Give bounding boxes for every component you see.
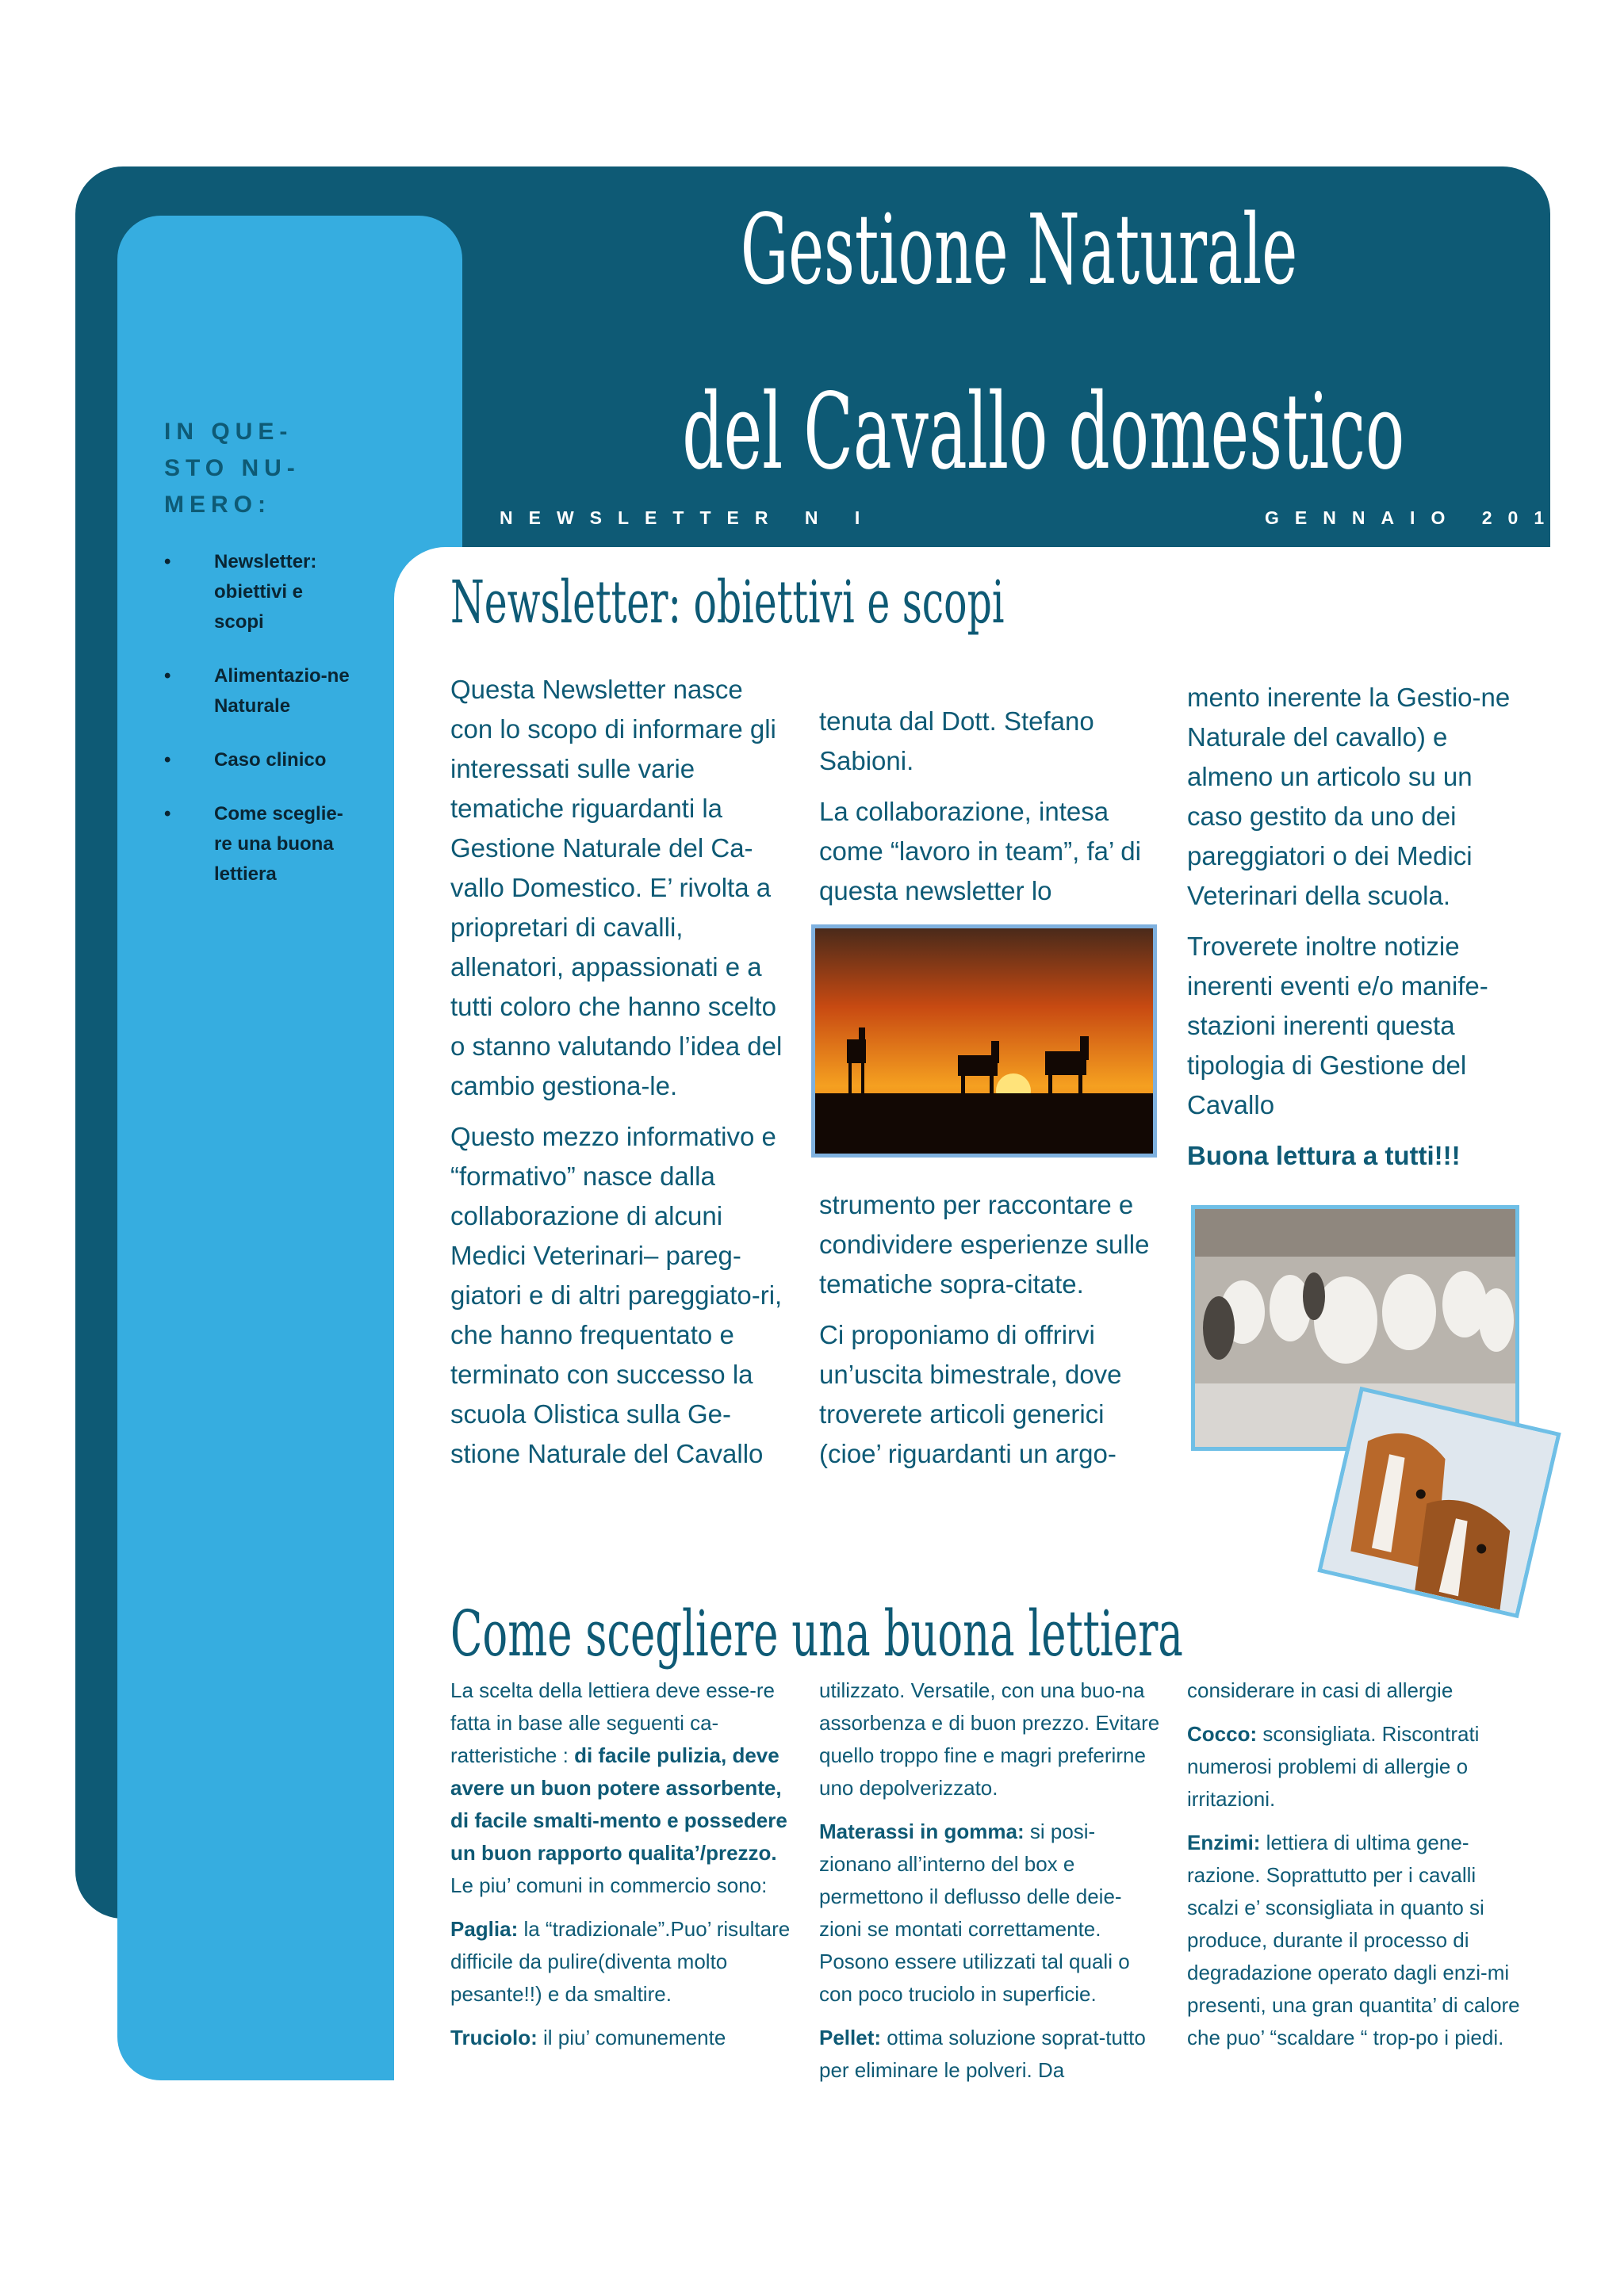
paragraph: Troverete inoltre notizie inerenti eventi e/o manife-stazioni inerenti questa tipologia di Gestione del Cavallo — [1187, 932, 1488, 1119]
paragraph: Materassi in gomma: si posi-zionano all’interno del box e permettono il deflusso delle deie-zioni se montati correttamente. Posono essere utilizzati tal quali o con poco truciolo in superficie. — [819, 1820, 1130, 2006]
section-title-lettiera: Come scegliere una buona lettiera — [450, 1597, 1183, 1670]
paragraph: Pellet: ottima soluzione soprat-tutto per eliminare le polveri. Da — [819, 2026, 1146, 2082]
toc-item[interactable]: • Come sceglie-re una buona lettiera — [164, 803, 343, 885]
horses-sunset-photo — [811, 924, 1157, 1158]
article-column-3 — [1187, 678, 1528, 1187]
paragraph: Truciolo: il piu’ comunemente — [450, 2026, 726, 2049]
paragraph: La scelta della lettiera deve esse-re fatta in base alle seguenti ca-ratteristiche : di facile pulizia, deve avere un buon potere assorbente, di facile smalti-mento e possedere un buon rapporto qualita’/prezzo. Le piu’ comuni in commercio sono: — [450, 1678, 787, 1897]
paragraph: Ci proponiamo di offrirvi un’uscita bimestrale, dove troverete articoli generici (cioe’ riguardanti un argo- — [819, 1320, 1122, 1468]
section-title-newsletter: Newsletter: obiettivi e scopi — [450, 568, 1005, 637]
paragraph: Cocco: sconsigliata. Riscontrati numerosi problemi di allergie o irritazioni. — [1187, 1722, 1480, 1811]
lettiera-column-2 — [819, 1674, 1160, 2098]
paragraph: strumento per raccontare e condividere esperienze sulle tematiche sopra-citate. — [819, 1190, 1150, 1299]
newsletter-number: NEWSLETTER N I — [500, 507, 876, 528]
issue-date: GENNAIO 2012 — [1265, 507, 1586, 528]
paragraph: mento inerente la Gestio-ne Naturale del cavallo) e almeno un articolo su un caso gestito da uno dei pareggiatori o dei Medici Veterinari della scuola. — [1187, 683, 1511, 910]
article-column-2-bottom — [819, 1185, 1160, 1485]
title-line-2: del Cavallo domestico — [682, 371, 1405, 493]
toc-list — [163, 547, 353, 913]
paragraph: tenuta dal Dott. Stefano Sabioni. — [819, 706, 1094, 775]
toc-item[interactable]: • Newsletter: obiettivi e scopi — [164, 551, 317, 633]
paragraph: Enzimi: lettiera di ultima gene-razione. Soprattutto per i cavalli scalzi e’ sconsigliata in quanto si produce, durante il processo di degradazione operato dagli enzi-mi presenti, una gran quantita’ di calore che puo’ “scaldare “ trop-po i piedi. — [1187, 1831, 1520, 2049]
article-column-1 — [450, 670, 791, 1485]
toc-item[interactable]: • Alimentazio-ne Naturale — [164, 665, 350, 717]
paragraph: Questa Newsletter nasce con lo scopo di informare gli interessati sulle varie tematiche riguardanti la Gestione Naturale del Ca-vallo Domestico. E’ rivolta a priopretari di cavalli, allenatori, appassionati e a tutti coloro che hanno scelto o stanno valutando l’idea del cambio gestiona-le. — [450, 675, 783, 1100]
toc-item[interactable]: • Caso clinico — [164, 749, 327, 771]
article-column-2-top — [819, 702, 1160, 922]
toc-heading: IN QUE-STO NU-MERO: — [164, 419, 301, 518]
paragraph: Paglia: la “tradizionale”.Puo’ risultare difficile da pulire(diventa molto pesante!!) e da smaltire. — [450, 1917, 791, 2006]
lettiera-column-3 — [1187, 1674, 1528, 2065]
closing-line: Buona lettura a tutti!!! — [1187, 1141, 1461, 1170]
lettiera-column-1 — [450, 1674, 791, 2065]
paragraph: considerare in casi di allergie — [1187, 1678, 1454, 1702]
paragraph: Questo mezzo informativo e “formativo” nasce dalla collaborazione di alcuni Medici Veterinari– pareg-giatori e di altri pareggiato-ri, che hanno frequentato e terminato con successo la scuola Olistica sulla Ge-stione Naturale del Cavallo — [450, 1122, 783, 1468]
title-line-1: Gestione Naturale — [740, 193, 1298, 306]
paragraph: utilizzato. Versatile, con una buo-na assorbenza e di buon prezzo. Evitare quello troppo fine e magri preferirne uno depolverizzato. — [819, 1678, 1160, 1800]
paragraph: La collaborazione, intesa come “lavoro in team”, fa’ di questa newsletter lo — [819, 797, 1141, 905]
